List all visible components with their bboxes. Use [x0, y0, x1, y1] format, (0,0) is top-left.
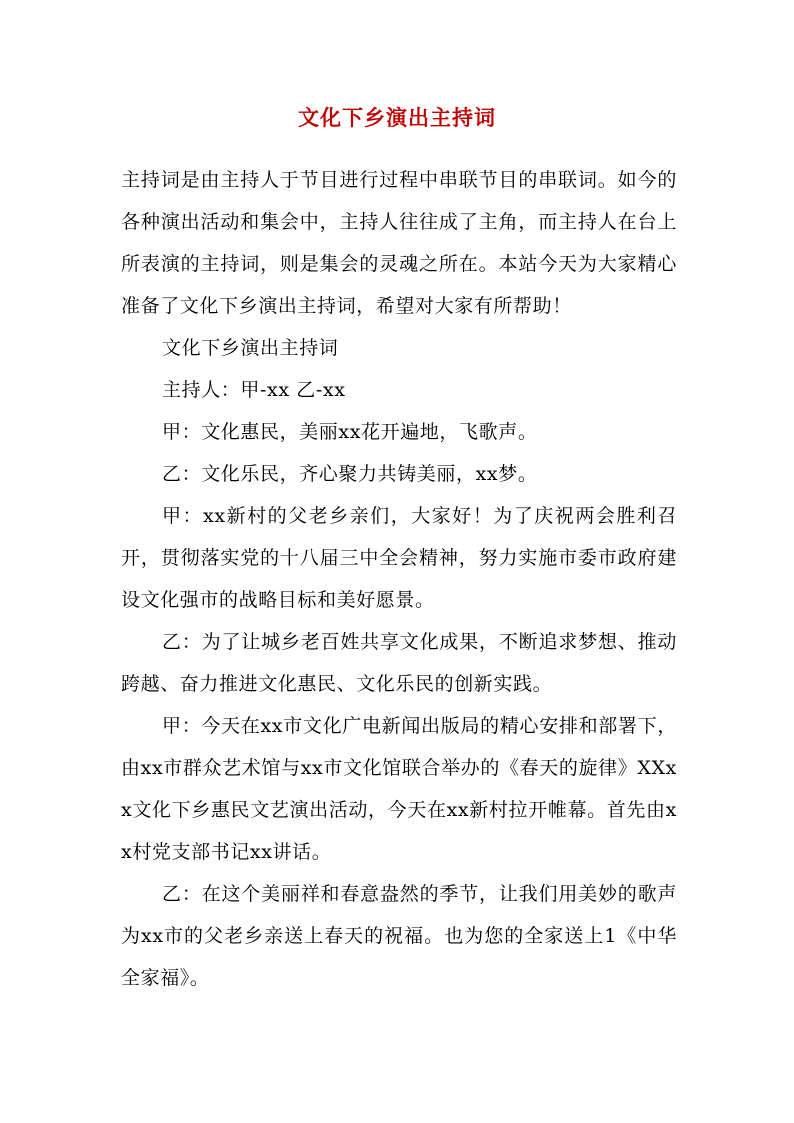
paragraph-line: 甲：xx新村的父老乡亲们，大家好！为了庆祝两会胜利召开，贯彻落实党的十八届三中全会精神，努力实施市委市政府建设文化强市的战略目标和美好愿景。 [121, 505, 677, 611]
paragraph-line: 乙：为了让城乡老百姓共享文化成果，不断追求梦想、推动跨越、奋力推进文化惠民、文化乐民的创新实践。 [121, 631, 677, 695]
paragraph-subtitle: 文化下乡演出主持词 [162, 337, 339, 359]
document-title: 文化下乡演出主持词 [298, 105, 496, 130]
paragraph-hosts: 主持人：甲-xx 乙-xx [162, 379, 346, 401]
document-body [121, 159, 677, 999]
paragraph-line: 乙：在这个美丽祥和春意盎然的季节，让我们用美妙的歌声为xx市的父老乡亲送上春天的祝福。也为您的全家送上1《中华全家福》。 [121, 883, 677, 989]
paragraph-line: 乙：文化乐民，齐心聚力共铸美丽，xx梦。 [162, 463, 538, 485]
paragraph-line: 甲：今天在xx市文化广电新闻出版局的精心安排和部署下，由xx市群众艺术馆与xx市文化馆联合举办的《春天的旋律》XXxx文化下乡惠民文艺演出活动，今天在xx新村拉开帷幕。首先由xx村党支部书记xx讲话。 [121, 715, 677, 863]
paragraph-line: 甲：文化惠民，美丽xx花开遍地，飞歌声。 [162, 421, 538, 443]
paragraph-intro: 主持词是由主持人于节目进行过程中串联节目的串联词。如今的各种演出活动和集会中，主持人往往成了主角，而主持人在台上所表演的主持词，则是集会的灵魂之所在。本站今天为大家精心准备了文化下乡演出主持词，希望对大家有所帮助！ [121, 169, 677, 317]
